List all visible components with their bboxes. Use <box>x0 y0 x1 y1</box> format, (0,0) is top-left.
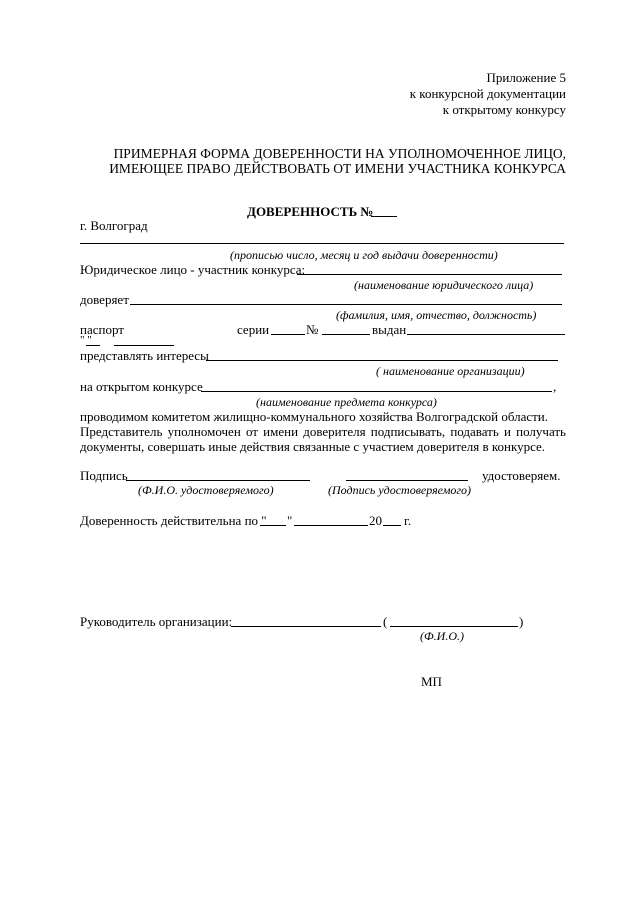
paragraph-line-1: проводимом комитетом жилищно-коммунального хозяйства Волгоградской области. <box>80 409 549 424</box>
passport-label: паспорт <box>80 322 124 337</box>
certified-signature-line[interactable] <box>346 480 468 481</box>
validity-year-prefix: 20 <box>369 513 382 528</box>
validity-month-line[interactable] <box>294 525 368 526</box>
head-paren-close: ) <box>519 614 524 629</box>
heading-line-2: ИМЕЮЩЕЕ ПРАВО ДЕЙСТВОВАТЬ ОТ ИМЕНИ УЧАСТНИКА КОНКУРСА <box>109 161 566 176</box>
validity-day-line[interactable] <box>260 525 286 526</box>
authority-paragraph: Представитель уполномочен от имени доверителя подписывать, подавать и получать документы, совершать иные действия связанные с участием доверителя в конкурсе. <box>80 424 566 454</box>
validity-year-suffix: г. <box>404 513 412 528</box>
head-fio-line[interactable] <box>390 626 518 627</box>
issued-label: выдан <box>372 322 407 337</box>
issue-month-line[interactable] <box>114 345 174 346</box>
hint-subject: (наименование предмета конкурса) <box>256 395 437 409</box>
legal-entity-label: Юридическое лицо - участник конкурса: <box>80 262 306 277</box>
series-line[interactable] <box>271 334 305 335</box>
series-label: серии <box>237 322 270 337</box>
issued-line[interactable] <box>407 334 565 335</box>
date-line[interactable] <box>80 243 564 244</box>
trusts-line[interactable] <box>130 304 562 305</box>
contest-subject-line[interactable] <box>201 391 552 392</box>
doc-number-line[interactable] <box>371 216 397 217</box>
hint-person: (фамилия, имя, отчество, должность) <box>336 308 537 322</box>
validity-quote-close: " <box>287 513 293 528</box>
open-contest-label: на открытом конкурсе <box>80 379 203 394</box>
hint-org: ( наименование организации) <box>376 364 525 378</box>
validity-label: Доверенность действительна по " <box>80 513 267 528</box>
represent-label: представлять интересы <box>80 348 209 363</box>
validity-year-line[interactable] <box>383 525 401 526</box>
heading-line-1: ПРИМЕРНАЯ ФОРМА ДОВЕРЕННОСТИ НА УПОЛНОМОЧЕННОЕ ЛИЦО, <box>113 146 566 161</box>
signature-label: Подпись <box>80 468 128 483</box>
hint-fio: (Ф.И.О.) <box>420 629 464 643</box>
number-label: № <box>306 322 319 337</box>
city: г. Волгоград <box>80 218 148 233</box>
certify-text: удостоверяем. <box>482 468 561 483</box>
appendix-line-3: к открытому конкурсу <box>442 102 566 117</box>
represent-line[interactable] <box>206 360 558 361</box>
head-paren-open: ( <box>383 614 388 629</box>
issue-day-line[interactable] <box>86 345 100 346</box>
issue-date-quotes: " " <box>80 334 92 346</box>
stamp-place: МП <box>421 674 442 689</box>
contest-comma: , <box>553 379 557 394</box>
hint-date: (прописью число, месяц и год выдачи доверенности) <box>230 248 498 262</box>
head-org-label: Руководитель организации: <box>80 614 233 629</box>
trusts-label: доверяет <box>80 292 129 307</box>
head-signature-line[interactable] <box>231 626 381 627</box>
doc-title: ДОВЕРЕННОСТЬ № <box>247 204 374 219</box>
hint-sign-cert: (Подпись удостоверяемого) <box>328 483 472 497</box>
hint-legal-name: (наименование юридического лица) <box>354 278 534 292</box>
appendix-line-1: Приложение 5 <box>486 70 566 85</box>
legal-entity-line[interactable] <box>297 274 562 275</box>
certified-name-line[interactable] <box>126 480 310 481</box>
appendix-line-2: к конкурсной документации <box>409 86 566 101</box>
passport-number-line[interactable] <box>322 334 370 335</box>
hint-fio-cert: (Ф.И.О. удостоверяемого) <box>138 483 274 497</box>
